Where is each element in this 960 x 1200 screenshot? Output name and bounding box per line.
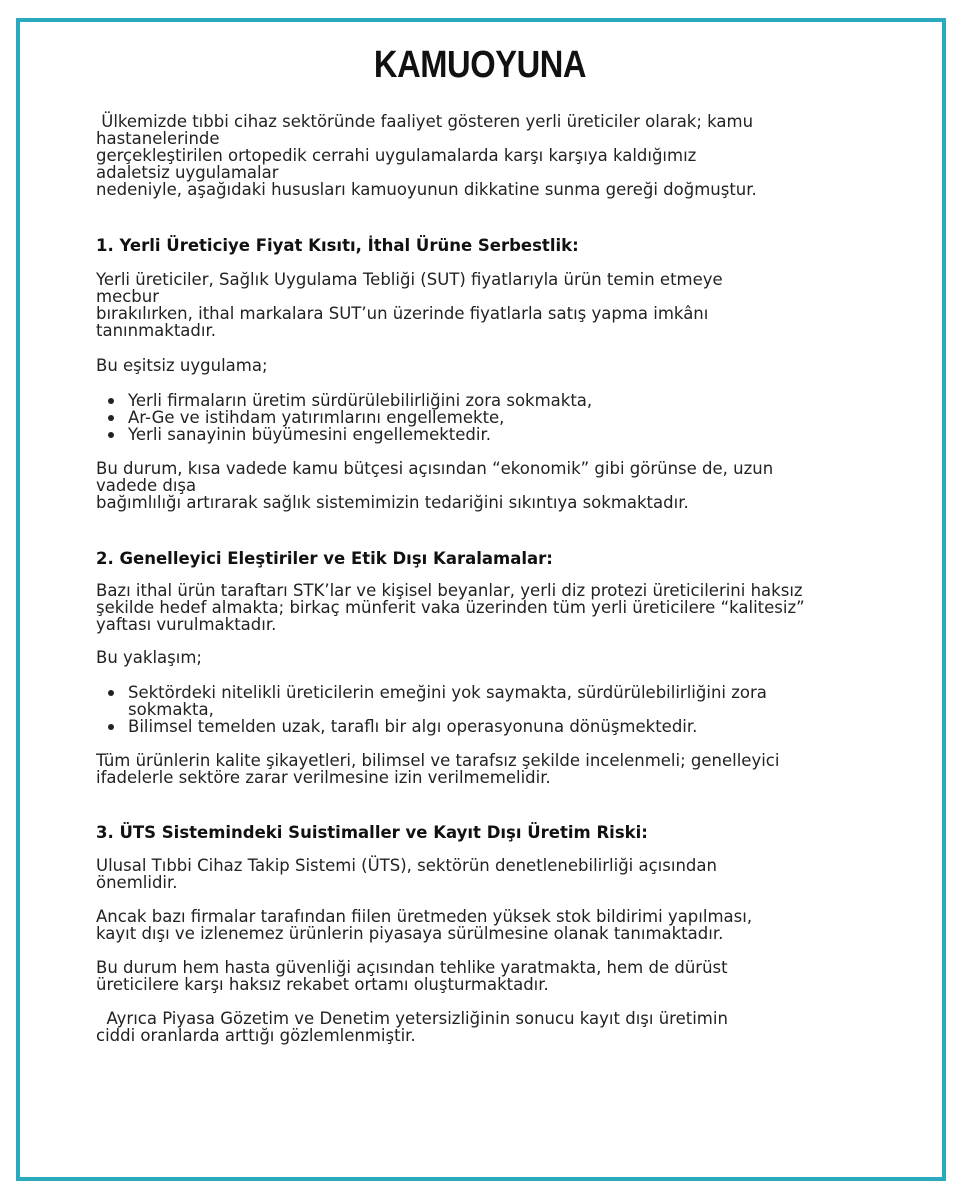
- bullet-dot: [108, 724, 114, 730]
- intro-line: adaletsiz uygulamalar: [96, 163, 279, 182]
- bullet-item: [96, 392, 916, 409]
- paragraph-line: Bu durum hem hasta güvenliği açısından tehlike yaratmakta, hem de dürüst: [96, 958, 728, 977]
- paragraph-line: Bazı ithal ürün taraftarı STK’lar ve kişisel beyanlar, yerli diz protezi üreticilerini haksız: [96, 581, 803, 600]
- section-3-paragraph-4: [96, 1010, 916, 1044]
- section-3-paragraph-1: [96, 857, 916, 891]
- paragraph-line: Ulusal Tıbbi Cihaz Takip Sistemi (ÜTS), sektörün denetlenebilirliği açısından: [96, 856, 717, 875]
- paragraph-line: bırakılırken, ithal markalara SUT’un üzerinde fiyatlarla satış yapma imkânı: [96, 304, 709, 323]
- paragraph-line: Yerli üreticiler, Sağlık Uygulama Tebliği (SUT) fiyatlarıyla ürün temin etmeye: [96, 270, 723, 289]
- bullet-item: [96, 718, 916, 735]
- paragraph-line: vadede dışa: [96, 476, 197, 495]
- paragraph-line: tanınmaktadır.: [96, 321, 216, 340]
- section-2-paragraph-3: [96, 752, 916, 786]
- paragraph-line: Ancak bazı firmalar tarafından fiilen üretmeden yüksek stok bildirimi yapılması,: [96, 907, 753, 926]
- paragraph-line: kayıt dışı ve izlenemez ürünlerin piyasaya sürülmesine olanak tanımaktadır.: [96, 924, 724, 943]
- section-2-paragraph-1: [96, 582, 916, 633]
- section-1-bullet-list: [96, 392, 916, 443]
- document-body: [96, 113, 916, 1044]
- paragraph-line: üreticilere karşı haksız rekabet ortamı oluşturmaktadır.: [96, 975, 549, 994]
- bullet-text: Ar-Ge ve istihdam yatırımlarını engellemekte,: [128, 408, 505, 427]
- bullet-text: Yerli firmaların üretim sürdürülebilirliğini zora sokmakta,: [128, 391, 593, 410]
- section-1-paragraph-1: [96, 271, 916, 339]
- page-title: KAMUOYUNA: [373, 44, 587, 86]
- bullet-dot: [108, 690, 114, 696]
- section-2-bullet-list: [96, 684, 916, 735]
- paragraph-line: mecbur: [96, 287, 160, 306]
- paragraph-line: Bu eşitsiz uygulama;: [96, 356, 268, 375]
- bullet-text: sokmakta,: [128, 700, 214, 719]
- bullet-item: [96, 409, 916, 426]
- bullet-dot: [108, 415, 114, 421]
- paragraph-line: bağımlılığı artırarak sağlık sistemimizin tedariğini sıkıntıya sokmaktadır.: [96, 493, 689, 512]
- section-1-heading: 1. Yerli Üreticiye Fiyat Kısıtı, İthal Ürüne Serbestlik:: [96, 236, 579, 255]
- intro-line: gerçekleştirilen ortopedik cerrahi uygulamalarda karşı karşıya kaldığımız: [96, 146, 697, 165]
- paragraph-line: yaftası vurulmaktadır.: [96, 615, 277, 634]
- paragraph-line: Tüm ürünlerin kalite şikayetleri, bilimsel ve tarafsız şekilde incelenmeli; genelleyici: [96, 751, 780, 770]
- section-2-paragraph-2: [96, 649, 916, 666]
- section-2-heading: 2. Genelleyici Eleştiriler ve Etik Dışı Karalamalar:: [96, 549, 553, 568]
- paragraph-line: Ayrıca Piyasa Gözetim ve Denetim yetersizliğinin sonucu kayıt dışı üretimin: [96, 1009, 728, 1028]
- paragraph-line: önemlidir.: [96, 873, 178, 892]
- paragraph-line: ifadelerle sektöre zarar verilmesine izin verilmemelidir.: [96, 768, 551, 787]
- section-1-paragraph-2: [96, 357, 916, 374]
- intro-line: hastanelerinde: [96, 129, 220, 148]
- intro-line: Ülkemizde tıbbi cihaz sektöründe faaliyet gösteren yerli üreticiler olarak; kamu: [96, 112, 754, 131]
- bullet-item: [96, 426, 916, 443]
- bullet-item: [96, 684, 916, 718]
- paragraph-line: şekilde hedef almakta; birkaç münferit vaka üzerinden tüm yerli üreticilere “kalitesiz”: [96, 598, 805, 617]
- intro-paragraph: [96, 113, 916, 198]
- bullet-text: Bilimsel temelden uzak, taraflı bir algı operasyonuna dönüşmektedir.: [128, 717, 698, 736]
- section-3-paragraph-3: [96, 959, 916, 993]
- bullet-dot: [108, 398, 114, 404]
- bullet-text: Yerli sanayinin büyümesini engellemektedir.: [128, 425, 491, 444]
- section-1-paragraph-3: [96, 460, 916, 511]
- intro-line: nedeniyle, aşağıdaki hususları kamuoyunun dikkatine sunma gereği doğmuştur.: [96, 180, 757, 199]
- bullet-dot: [108, 432, 114, 438]
- paragraph-line: ciddi oranlarda arttığı gözlemlenmiştir.: [96, 1026, 416, 1045]
- section-3-heading: 3. ÜTS Sistemindeki Suistimaller ve Kayıt Dışı Üretim Riski:: [96, 823, 648, 842]
- paragraph-line: Bu durum, kısa vadede kamu bütçesi açısından “ekonomik” gibi görünse de, uzun: [96, 459, 774, 478]
- bullet-text: Sektördeki nitelikli üreticilerin emeğini yok saymakta, sürdürülebilirliğini zora: [128, 683, 767, 702]
- section-3-paragraph-2: [96, 908, 916, 942]
- paragraph-line: Bu yaklaşım;: [96, 648, 202, 667]
